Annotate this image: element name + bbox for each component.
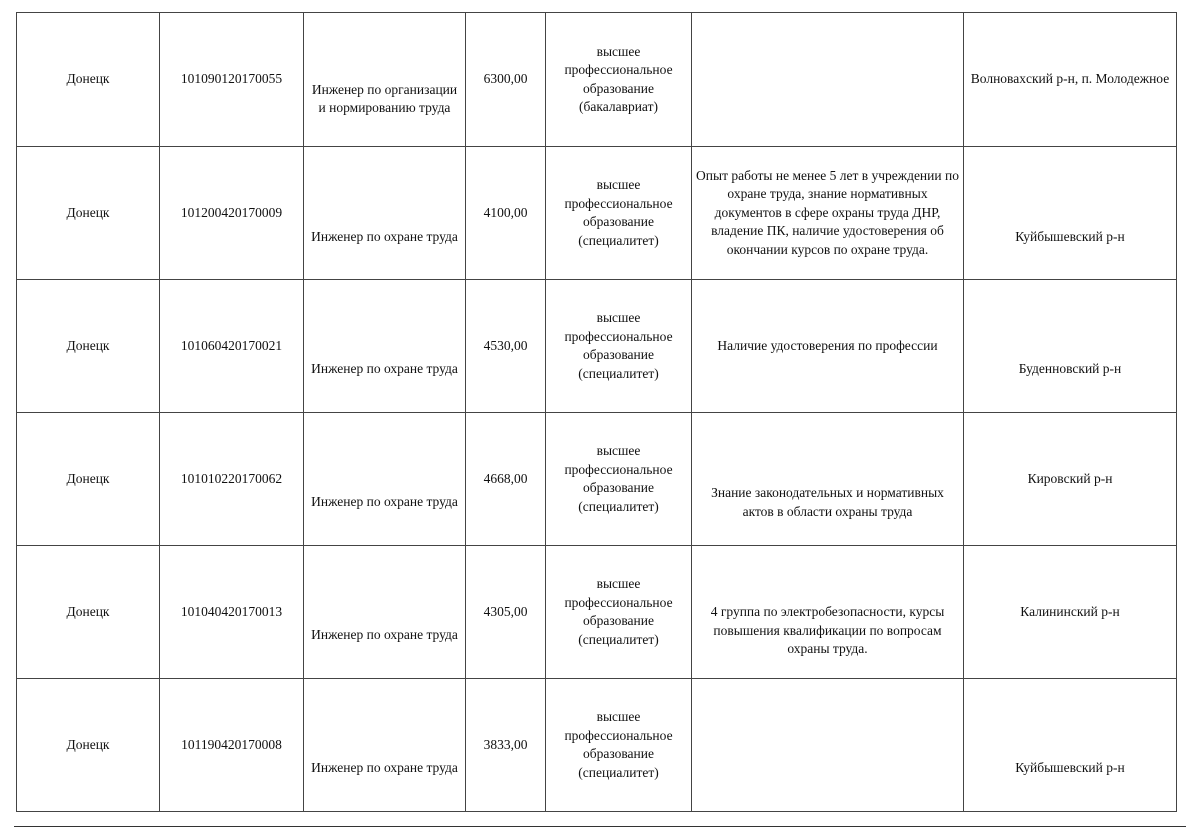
vacancy-code-cell: 101060420170021: [160, 280, 304, 413]
salary-cell: 4668,00: [466, 413, 546, 546]
city-cell: Донецк: [17, 280, 160, 413]
requirements-cell: Наличие удостоверения по профессии: [692, 280, 964, 413]
city-cell: Донецк: [17, 147, 160, 280]
vacancy-code-cell: 101190420170008: [160, 679, 304, 812]
education-cell: высшее профессиональное образование (специалитет): [546, 679, 692, 812]
salary-cell: 6300,00: [466, 13, 546, 147]
position-cell: Инженер по организации и нормированию труда: [304, 13, 466, 147]
table-row: [17, 679, 1177, 812]
work-place-cell: Кировский р-н: [964, 413, 1177, 546]
education-cell: высшее профессиональное образование (специалитет): [546, 413, 692, 546]
education-cell: высшее профессиональное образование (специалитет): [546, 546, 692, 679]
salary-cell: 4530,00: [466, 280, 546, 413]
work-place-cell: Волноваxский р-н, п. Молодежное: [964, 13, 1177, 147]
work-place-cell: Куйбышевский р-н: [964, 679, 1177, 812]
position-cell: Инженер по охране труда: [304, 413, 466, 546]
position-cell: Инженер по охране труда: [304, 147, 466, 280]
vacancy-code-cell: 101200420170009: [160, 147, 304, 280]
education-cell: высшее профессиональное образование (бакалавриат): [546, 13, 692, 147]
requirements-cell: [692, 13, 964, 147]
work-place-cell: Куйбышевский р-н: [964, 147, 1177, 280]
page-bottom-rule: [14, 826, 1186, 827]
education-cell: высшее профессиональное образование (специалитет): [546, 147, 692, 280]
table-row: [17, 280, 1177, 413]
vacancy-table: [16, 12, 1177, 812]
vacancy-code-cell: 101040420170013: [160, 546, 304, 679]
education-cell: высшее профессиональное образование (специалитет): [546, 280, 692, 413]
work-place-cell: Буденновский р-н: [964, 280, 1177, 413]
table-row: [17, 13, 1177, 147]
requirements-cell: [692, 679, 964, 812]
salary-cell: 4100,00: [466, 147, 546, 280]
requirements-cell: 4 группа по электробезопасности, курсы повышения квалификации по вопросам охраны труда.: [692, 546, 964, 679]
city-cell: Донецк: [17, 413, 160, 546]
table-row: [17, 546, 1177, 679]
position-cell: Инженер по охране труда: [304, 280, 466, 413]
table-row: [17, 147, 1177, 280]
work-place-cell: Калининский р-н: [964, 546, 1177, 679]
salary-cell: 3833,00: [466, 679, 546, 812]
city-cell: Донецк: [17, 546, 160, 679]
vacancy-code-cell: 101010220170062: [160, 413, 304, 546]
requirements-cell: Знание законодательных и нормативных актов в области охраны труда: [692, 413, 964, 546]
requirements-cell: Опыт работы не менее 5 лет в учреждении по охране труда, знание нормативных документов в сфере охраны труда ДНР, владение ПК, наличие удостоверения об окончании курсов по охране труда.: [692, 147, 964, 280]
city-cell: Донецк: [17, 679, 160, 812]
table-row: [17, 413, 1177, 546]
city-cell: Донецк: [17, 13, 160, 147]
position-cell: Инженер по охране труда: [304, 546, 466, 679]
vacancy-code-cell: 101090120170055: [160, 13, 304, 147]
position-cell: Инженер по охране труда: [304, 679, 466, 812]
salary-cell: 4305,00: [466, 546, 546, 679]
